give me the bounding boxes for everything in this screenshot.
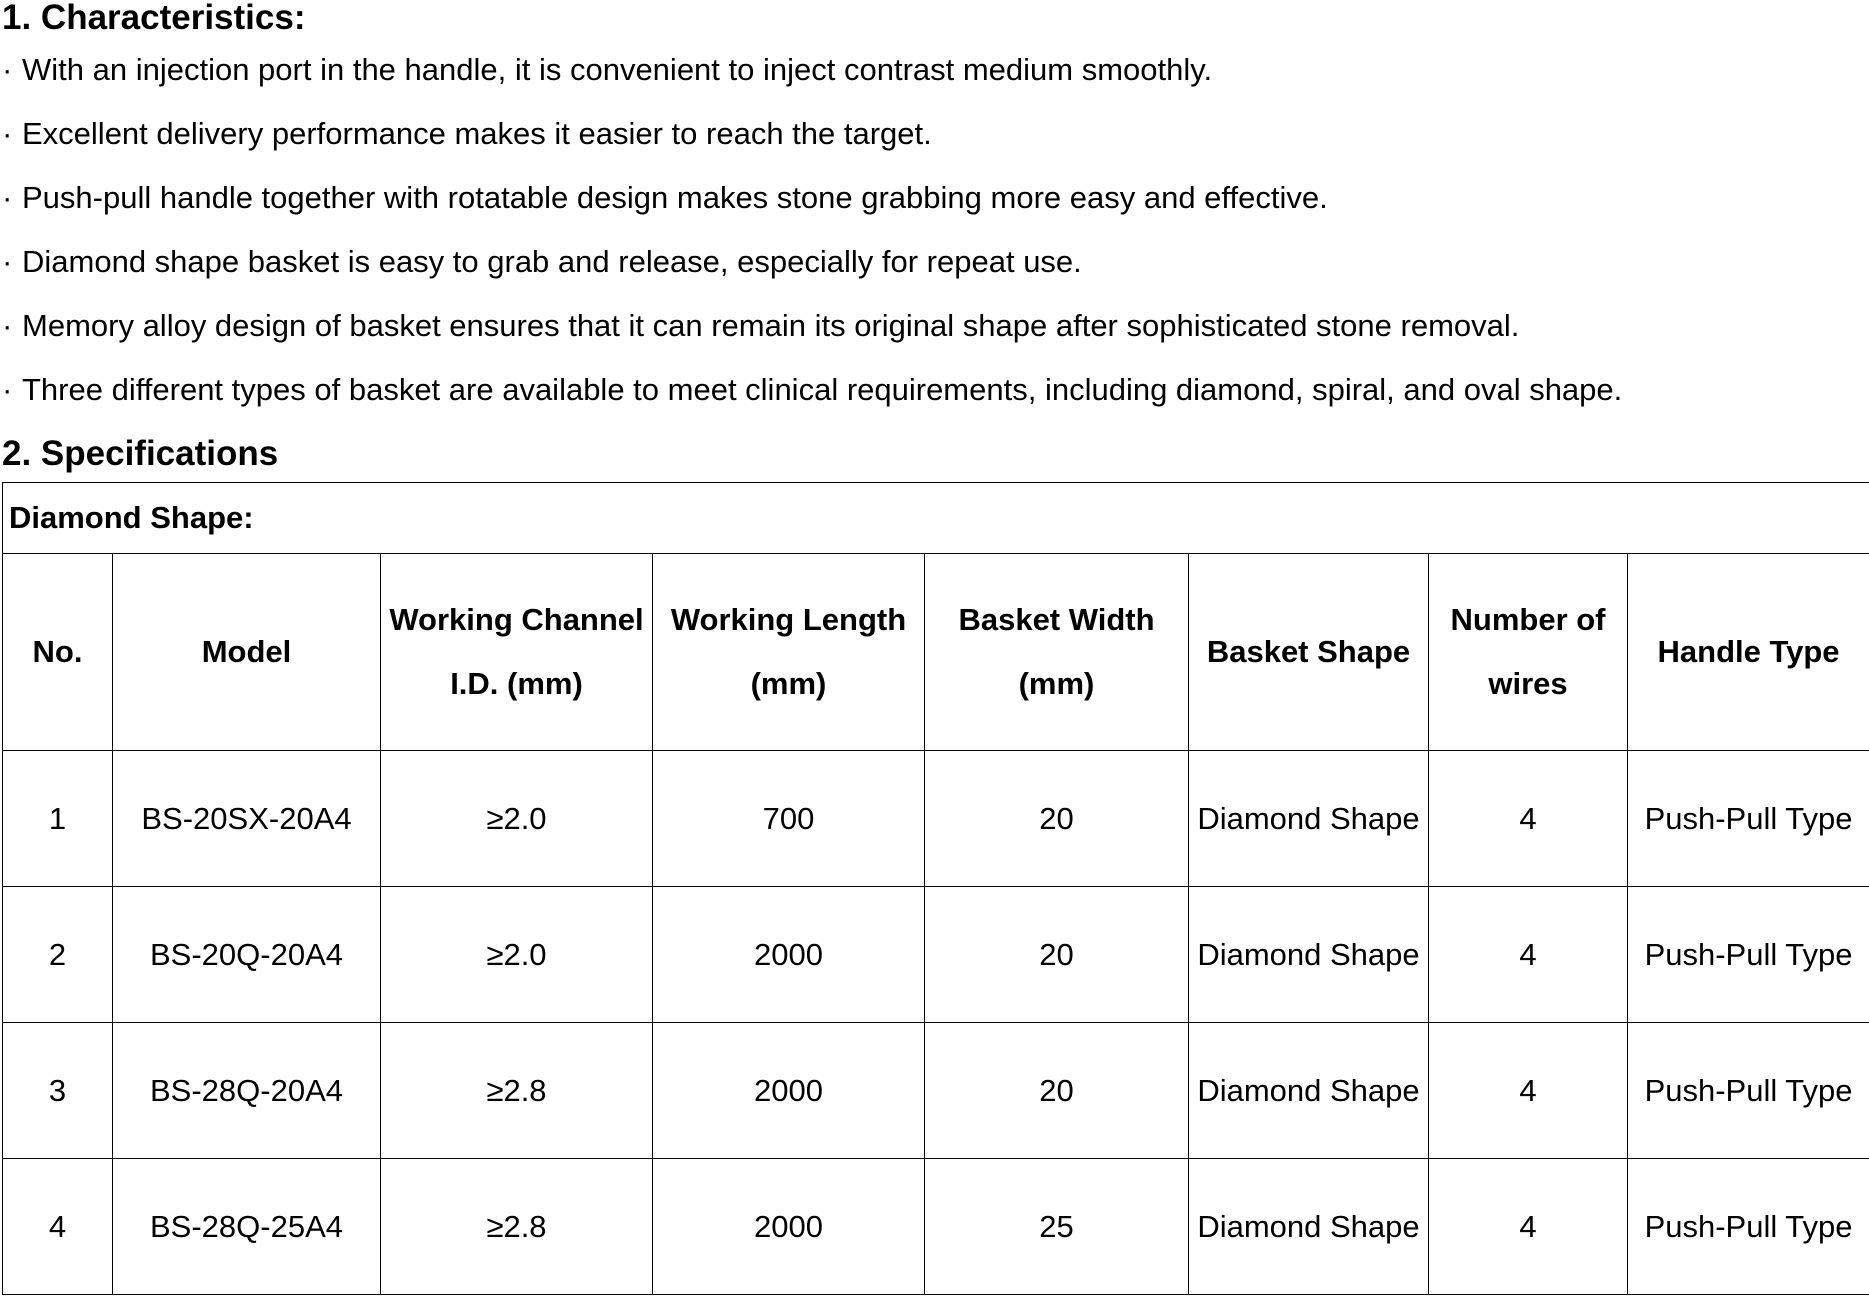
cell-number-of-wires: 4	[1429, 1159, 1628, 1295]
table-row	[3, 1023, 1869, 1159]
table-caption-row	[3, 483, 1869, 554]
list-item-text: Push-pull handle together with rotatable design makes stone grabbing more easy and effective.	[22, 180, 1328, 215]
cell-basket-shape: Diamond Shape	[1189, 1159, 1429, 1295]
cell-no: 3	[3, 1023, 113, 1159]
cell-working-length: 2000	[653, 1023, 925, 1159]
cell-working-channel: ≥2.8	[381, 1023, 653, 1159]
list-item	[2, 242, 1622, 282]
cell-model: BS-28Q-20A4	[113, 1023, 381, 1159]
column-header-basket-width: Basket Width (mm)	[925, 554, 1189, 751]
list-item	[2, 114, 1622, 154]
column-header-working-length: Working Length (mm)	[653, 554, 925, 751]
characteristics-title: 1. Characteristics:	[2, 0, 306, 37]
column-header-working-channel: Working Channel I.D. (mm)	[381, 554, 653, 751]
cell-basket-shape: Diamond Shape	[1189, 887, 1429, 1023]
list-item-text: Diamond shape basket is easy to grab and release, especially for repeat use.	[22, 244, 1082, 279]
cell-basket-shape: Diamond Shape	[1189, 1023, 1429, 1159]
bullet-icon: ·	[2, 116, 13, 151]
cell-model: BS-20SX-20A4	[113, 751, 381, 887]
cell-number-of-wires: 4	[1429, 751, 1628, 887]
cell-number-of-wires: 4	[1429, 887, 1628, 1023]
characteristics-list	[2, 50, 1622, 434]
specifications-table	[2, 482, 1869, 1295]
cell-number-of-wires: 4	[1429, 1023, 1628, 1159]
column-header-number-of-wires: Number of wires	[1429, 554, 1628, 751]
table-row	[3, 887, 1869, 1023]
list-item-text: Three different types of basket are available to meet clinical requirements, including diamond, spiral, and oval shape.	[22, 372, 1623, 407]
cell-model: BS-20Q-20A4	[113, 887, 381, 1023]
cell-basket-width: 25	[925, 1159, 1189, 1295]
bullet-icon: ·	[2, 372, 13, 407]
column-header-handle-type: Handle Type	[1628, 554, 1869, 751]
cell-no: 4	[3, 1159, 113, 1295]
list-item	[2, 178, 1622, 218]
cell-model: BS-28Q-25A4	[113, 1159, 381, 1295]
cell-basket-width: 20	[925, 887, 1189, 1023]
cell-handle-type: Push-Pull Type	[1628, 1023, 1869, 1159]
column-header-basket-shape: Basket Shape	[1189, 554, 1429, 751]
bullet-icon: ·	[2, 244, 13, 279]
cell-working-length: 2000	[653, 1159, 925, 1295]
table-row	[3, 1159, 1869, 1295]
cell-handle-type: Push-Pull Type	[1628, 887, 1869, 1023]
cell-no: 2	[3, 887, 113, 1023]
cell-handle-type: Push-Pull Type	[1628, 751, 1869, 887]
cell-basket-shape: Diamond Shape	[1189, 751, 1429, 887]
specifications-title: 2. Specifications	[2, 434, 279, 473]
cell-working-length: 2000	[653, 887, 925, 1023]
bullet-icon: ·	[2, 180, 13, 215]
cell-working-channel: ≥2.8	[381, 1159, 653, 1295]
column-header-no: No.	[3, 554, 113, 751]
table-header-row	[3, 554, 1869, 751]
list-item-text: Memory alloy design of basket ensures that it can remain its original shape after sophisticated stone removal.	[22, 308, 1520, 343]
cell-working-channel: ≥2.0	[381, 751, 653, 887]
table-caption: Diamond Shape:	[3, 483, 1869, 554]
cell-handle-type: Push-Pull Type	[1628, 1159, 1869, 1295]
cell-working-length: 700	[653, 751, 925, 887]
list-item	[2, 306, 1622, 346]
column-header-model: Model	[113, 554, 381, 751]
bullet-icon: ·	[2, 52, 13, 87]
cell-no: 1	[3, 751, 113, 887]
list-item-text: Excellent delivery performance makes it easier to reach the target.	[22, 116, 932, 151]
cell-basket-width: 20	[925, 1023, 1189, 1159]
list-item	[2, 370, 1622, 410]
cell-basket-width: 20	[925, 751, 1189, 887]
list-item-text: With an injection port in the handle, it is convenient to inject contrast medium smoothly.	[22, 52, 1213, 87]
bullet-icon: ·	[2, 308, 13, 343]
list-item	[2, 50, 1622, 90]
cell-working-channel: ≥2.0	[381, 887, 653, 1023]
table-row	[3, 751, 1869, 887]
